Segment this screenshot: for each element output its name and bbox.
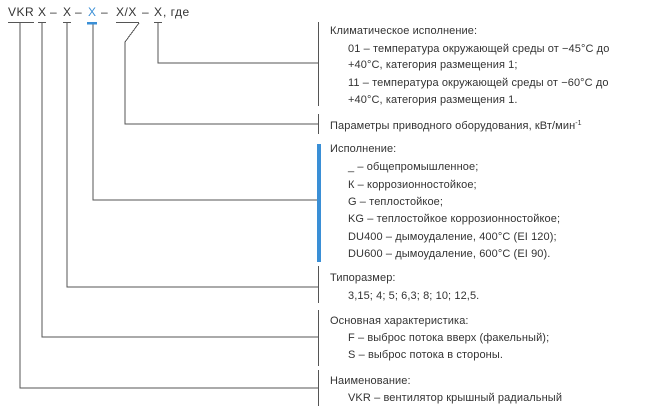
name-line-1: VKR – вентилятор крышный радиальный [348,392,563,404]
drive-title [330,119,582,133]
name-title: Наименование: [330,375,411,387]
main-line-2: S – выброс потока в стороны. [348,349,504,361]
code-x2: X [63,5,72,19]
code-dash3: – [101,5,109,19]
underline-x3-accent [87,22,97,25]
code-x5: X [154,5,163,19]
code-xx: X/X [116,5,137,19]
climate-line-4: +40°С, категория размещения 1. [348,94,518,106]
climate-line-2: +40°С, категория размещения 1; [348,59,518,71]
execution-title: Исполнение: [330,143,397,155]
drive-title-text: Параметры приводного оборудования, кВт/мин [330,120,576,132]
execution-item: К – коррозионностойкое; [348,179,477,191]
execution-item: DU400 – дымоудаление, 400°С (EI 120); [348,231,557,243]
size-line-1: 3,15; 4; 5; 6,3; 8; 10; 12,5. [348,290,480,302]
climate-line-3: 11 – температура окружающей среды от −60°С до [348,77,609,89]
execution-item: _ – общепромышленное; [348,161,479,173]
drive-title-sup: -1 [575,120,582,127]
leader-climate [158,23,318,63]
leader-execution [93,23,318,200]
climate-line-1: 01 – температура окружающей среды от −45°С до [348,43,610,55]
climate-title: Климатическое исполнение: [330,25,478,37]
execution-item: DU600 – дымоудаление, 600°С (EI 90). [348,248,551,260]
code-x1: X [38,5,47,19]
leader-drive [125,23,318,124]
code-dash4: – [142,5,150,19]
leader-main [42,23,318,337]
code-x3: X [88,5,97,19]
size-title: Типоразмер: [330,272,396,284]
main-line-1: F – выброс потока вверх (факельный); [348,332,550,344]
main-title: Основная характеристика: [330,315,469,327]
execution-item: KG – теплостойкое коррозионностойкое; [348,213,561,225]
code-dash2: – [75,5,83,19]
execution-accent-bar [317,144,321,262]
code-vkr: VKR [8,5,35,19]
execution-item: G – теплостойкое; [348,196,444,208]
leader-name [20,23,318,388]
code-where: , где [163,5,190,19]
code-dash1: – [50,5,58,19]
